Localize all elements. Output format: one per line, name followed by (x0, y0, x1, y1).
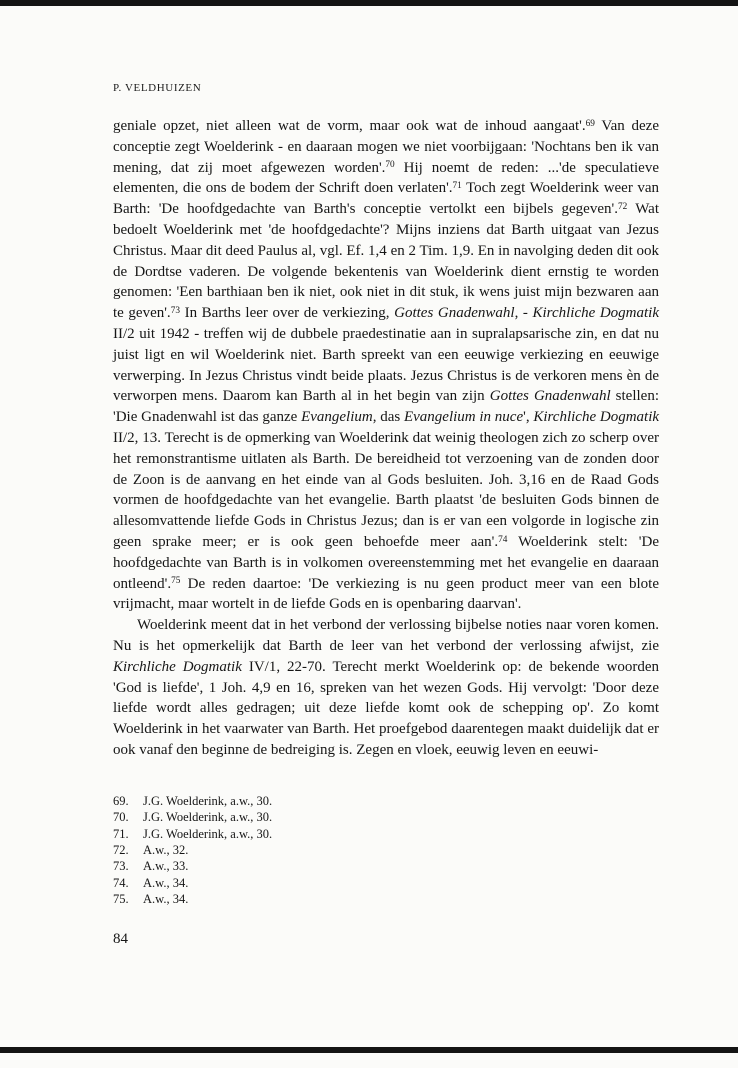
footnote-number: 73. (113, 859, 129, 874)
body-text (113, 116, 659, 761)
page-content (113, 0, 659, 948)
running-header: P. VELDHUIZEN (113, 82, 202, 94)
italic-text: Kirchliche Dogmatik (113, 658, 242, 675)
footnote-text: A.w., 33. (143, 859, 189, 874)
text-run: Hij noemt de reden: ...'de speculatieve elementen, die ons de bodem der Schrift doen verlaten'. (113, 159, 659, 197)
footnote-ref: 72 (617, 202, 628, 213)
text-run: IV/1, 22-70. Terecht merkt Woelderink op: de bekende woorden 'God is liefde', 1 Joh. 4,9 en 16, spreken van het wezen Gods. Hij vervolgt: 'Door deze liefde wordt alles gedragen; uit deze liefde komt ook de schepping op'. Zo komt Woelderink in het vaarwater van Barth. Het proefgebod daarentegen maakt duidelijk dat er ook vanaf den beginne de bedreiging is. Zegen en vloek, eeuwig leven en eeuwi- (113, 658, 659, 758)
italic-text: Kirchliche Dogmatik (533, 409, 660, 426)
text-run: , das (372, 409, 404, 426)
footnote-list (113, 793, 659, 908)
footnote-text: J.G. Woelderink, a.w., 30. (143, 793, 273, 808)
footnote-number: 74. (113, 875, 129, 890)
footnote-text: J.G. Woelderink, a.w., 30. (143, 810, 273, 825)
paragraph (113, 116, 659, 615)
footnote-text: A.w., 34. (143, 892, 189, 907)
footnote-number: 72. (113, 842, 129, 857)
footnote (113, 858, 659, 874)
page-number: 84 (113, 930, 128, 947)
text-run: II/2 uit 1942 - treffen wij de dubbele praedestinatie aan in supralapsarische zin, en dat nu juist ligt en wil Woelderink niet. Barth spreekt van een eeuwige verkiezing en eeuwige verwerping. In Jezus Christus vindt beide plaats. Jezus Christus is de verkoren mens èn de verworpen mens. Daarom kan Barth al in het begin van zijn (113, 325, 659, 405)
footnote-ref: 75 (171, 576, 181, 587)
text-run: Wat bedoelt Woelderink met 'de hoofdgedachte'? Mijns inziens dat Barth uitgaat van Jezus Christus. Maar dit deed Paulus al, vgl. Ef. 1,4 en 2 Tim. 1,9. En in navolging deden dit ook de Dordtse vaderen. De volgende bekentenis van Woelderink dient ernstig te worden genomen: 'Een barthiaan ben ik niet, ook niet in dit stuk, ik wens juist mijn bezwaren aan te geven'. (113, 201, 659, 322)
footnote-number: 70. (113, 810, 129, 825)
text-run: stellen: 'Die Gnadenwahl ist das ganze (113, 388, 660, 426)
scan-edge-bottom (0, 1047, 738, 1053)
italic-text: Evangelium (301, 409, 373, 426)
footnote-text: J.G. Woelderink, a.w., 30. (143, 826, 273, 841)
footnote-number: 69. (113, 793, 129, 808)
text-run: , - (514, 305, 533, 322)
text-run: Toch zegt Woelderink weer van Barth: 'De hoofdgedachte van Barth's conceptie vertolkt een bijbels gegeven'. (113, 180, 660, 218)
text-run: In Barths leer over de verkiezing, (179, 305, 395, 322)
footnote (113, 875, 659, 891)
footnote-ref: 73 (170, 306, 180, 316)
text-run: Woelderink stelt: 'De hoofdgedachte van Barth is in volkomen overeenstemming met het evangelie en daaraan ontleend'. (113, 533, 659, 592)
paragraph (113, 615, 659, 761)
footnote-text: A.w., 34. (143, 875, 189, 890)
footnote (113, 809, 659, 825)
footnote (113, 793, 659, 809)
footnote-ref: 74 (498, 534, 508, 545)
footnote-ref: 70 (385, 160, 395, 171)
text-run: Woelderink meent dat in het verbond der verlossing bijbelse noties naar voren komen. Nu is het opmerkelijk dat Barth de leer van het verbond der verlossing afwijst, zie (113, 617, 659, 654)
footnote (113, 891, 659, 907)
footnote-text: A.w., 32. (143, 842, 189, 857)
text-run: ', (523, 409, 534, 426)
text-run: De reden daartoe: 'De verkiezing is nu geen product meer van een blote vrijmacht, maar wortelt in de liefde Gods en is openbaring daarvan'. (113, 575, 659, 613)
footnote-number: 75. (113, 892, 129, 907)
italic-text: Gottes Gnadenwahl (489, 388, 611, 405)
italic-text: Evangelium in nuce (403, 409, 524, 426)
footnote-ref: 71 (452, 181, 462, 192)
text-run: II/2, 13. Terecht is de opmerking van Woelderink dat weinig theologen zich zo scherp over het remonstrantisme uitlaten als Barth. De bereidheid tot verzoening van de zonden door de Zoon is de aanvang en het einde van al Gods besluiten. Joh. 3,16 en de Raad Gods vormen de hoofdgedachte van het evangelie. Barth plaatst 'de besluiten Gods binnen de allesomvattende liefde Gods in Christus Jezus; dan is er van een volgorde in logische zin geen sprake meer; er is ook geen behoefde meer aan'. (113, 429, 659, 550)
footnote (113, 842, 659, 858)
footnote (113, 826, 659, 842)
footnote-number: 71. (113, 826, 129, 841)
italic-text: Kirchliche Dogmatik (532, 305, 660, 322)
text-run: Van deze conceptie zegt Woelderink - en daaraan mogen we niet voorbijgaan: 'Nochtans ben ik van mening, dat zij moet afgewezen worden'. (113, 118, 659, 176)
text-run: geniale opzet, niet alleen wat de vorm, maar ook wat de inhoud aangaat'. (113, 118, 586, 134)
italic-text: Gottes Gnadenwahl (394, 305, 515, 322)
footnote-ref: 69 (585, 118, 595, 129)
